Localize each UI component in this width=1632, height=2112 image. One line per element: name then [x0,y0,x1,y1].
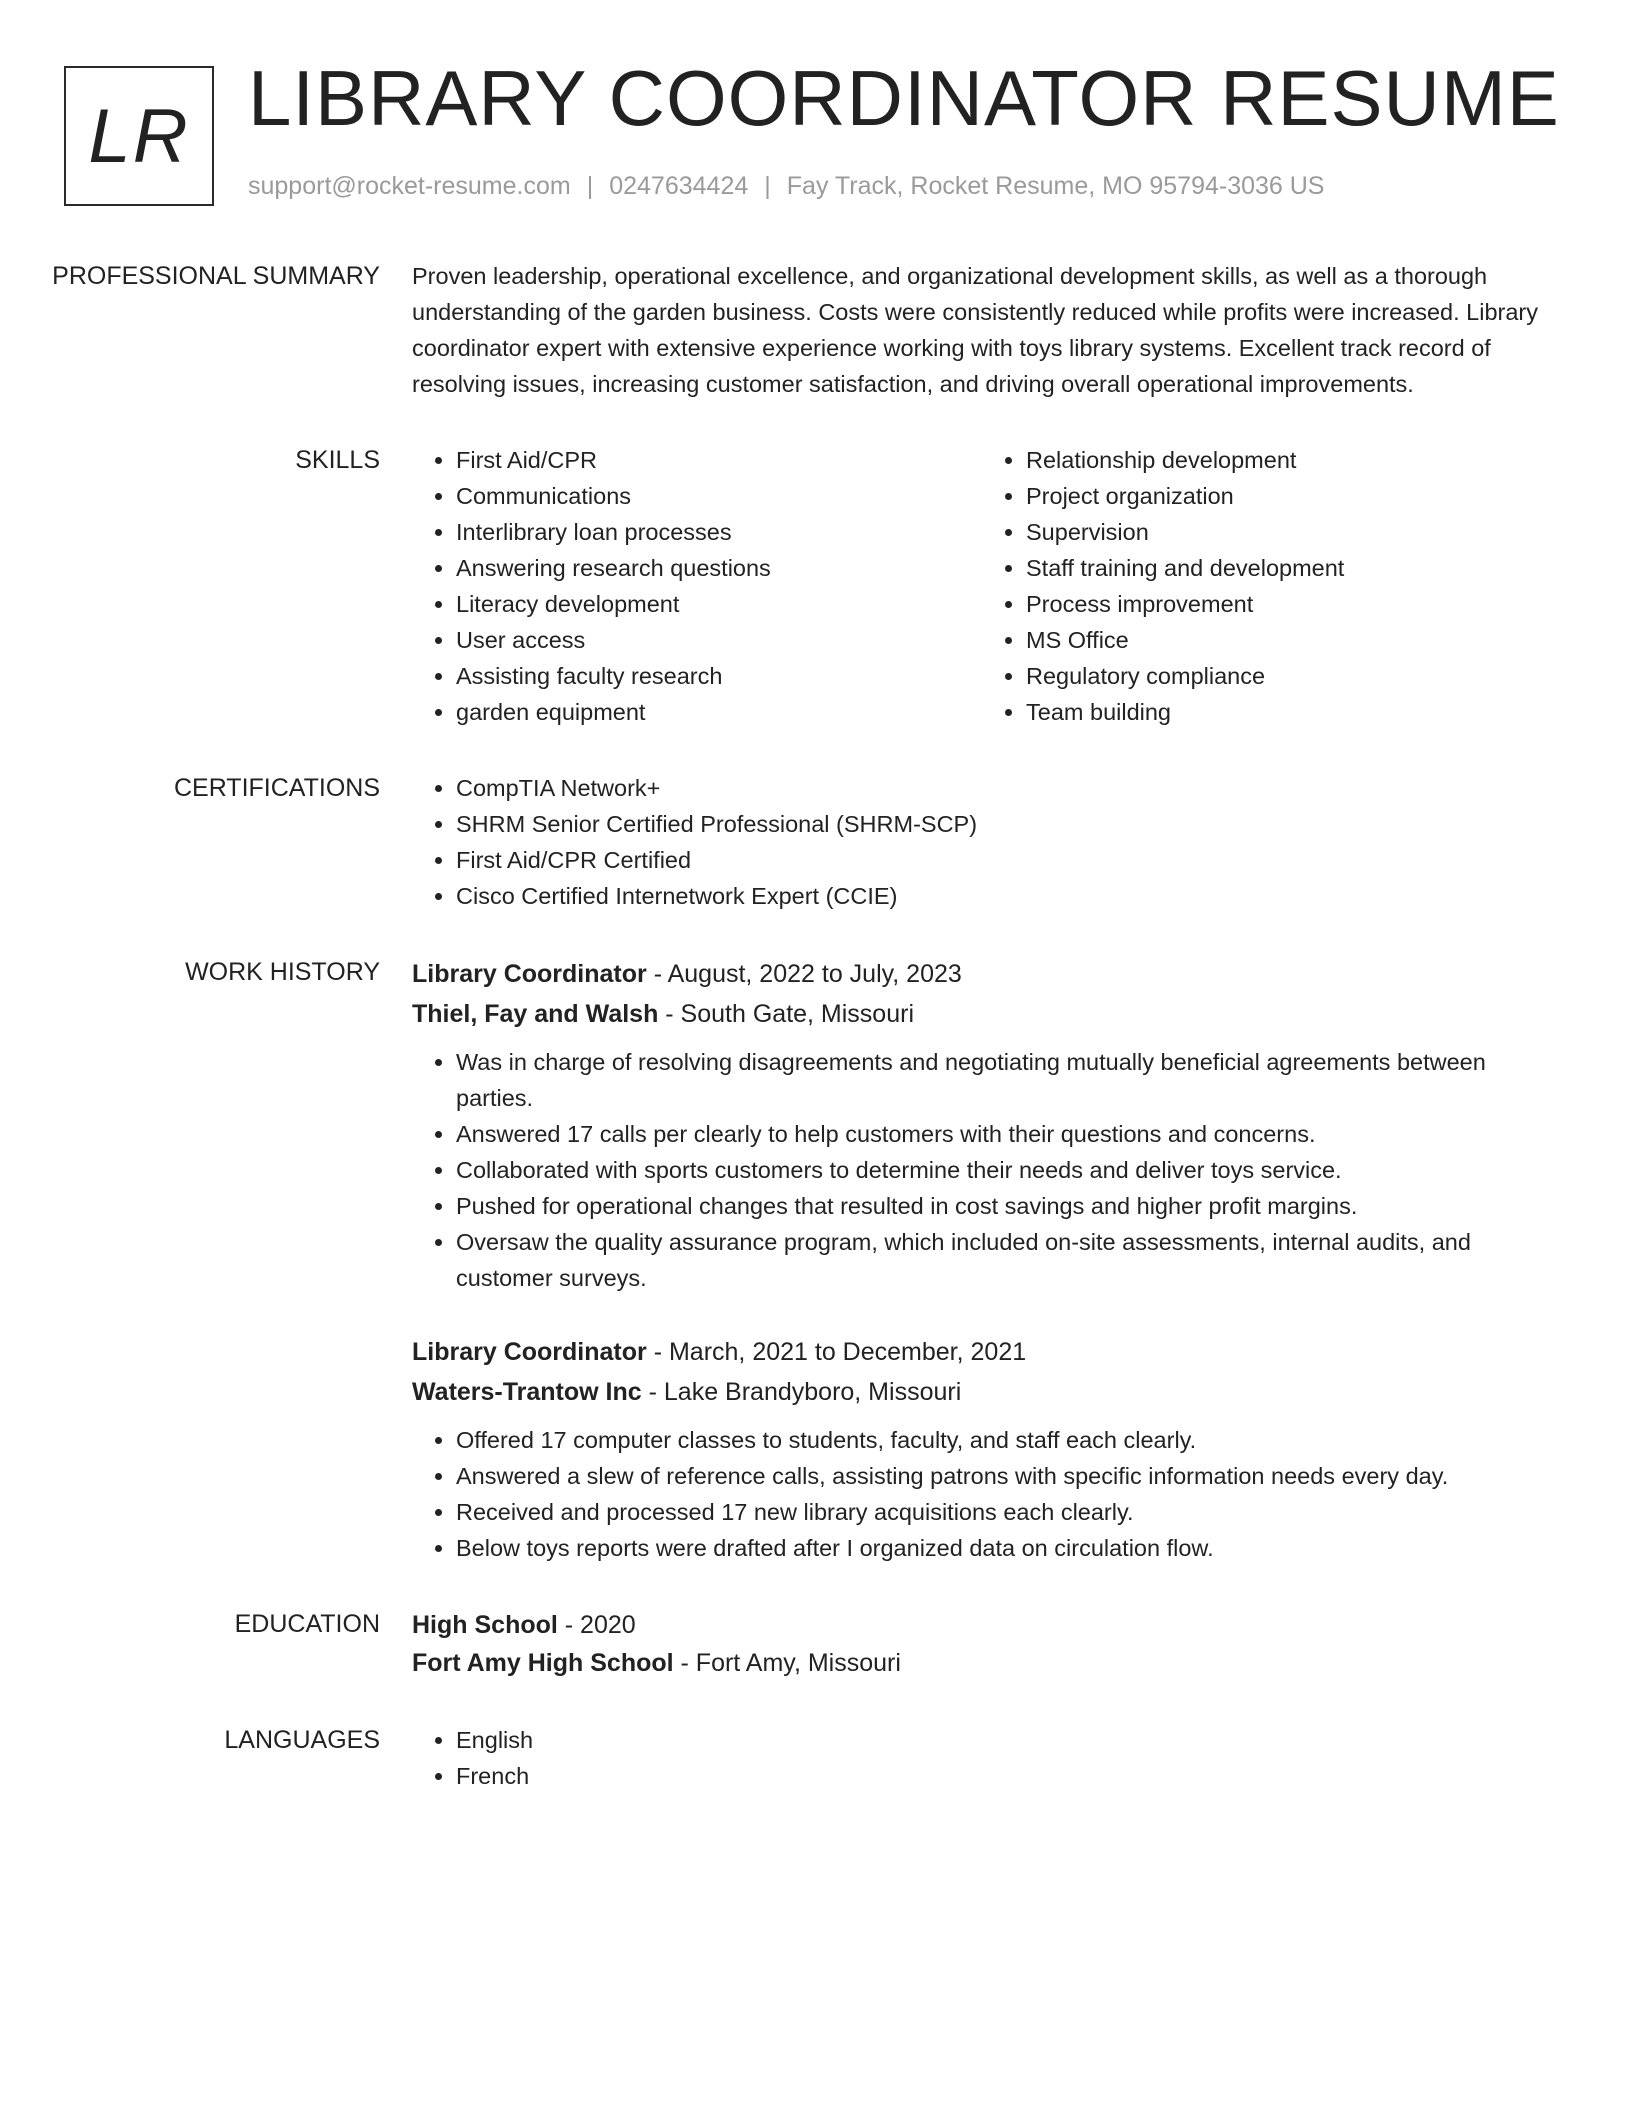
job-company-line [412,1372,1552,1412]
contact-separator: | [586,172,594,200]
language-item: • French [456,1758,1552,1794]
job-duty-item: • Pushed for operational changes that resulted in cost savings and higher profit margins. [456,1188,1552,1224]
skills-list-left [412,442,982,730]
job-duties-list [412,1044,1552,1296]
skill-item: • MS Office [1026,622,1552,658]
job-duty-item: • Below toys reports were drafted after I organized data on circulation flow. [456,1530,1552,1566]
education-location: - Fort Amy, Missouri [673,1649,901,1677]
education-degree: High School [412,1611,558,1639]
job-duty-item: • Answered a slew of reference calls, assisting patrons with specific information needs every day. [456,1458,1552,1494]
job-dates: - March, 2021 to December, 2021 [646,1338,1027,1366]
contact-line [248,172,1325,201]
education-year: - 2020 [557,1611,636,1639]
summary-section [0,258,1632,402]
job-duty-item: • Answered 17 calls per clearly to help customers with their questions and concerns. [456,1116,1552,1152]
education-degree-line [412,1606,1552,1644]
languages-section [0,1722,1632,1794]
skill-item: • User access [456,622,982,658]
education-school-line [412,1644,1552,1682]
skill-item: • Interlibrary loan processes [456,514,982,550]
job-duty-item: • Collaborated with sports customers to determine their needs and deliver toys service. [456,1152,1552,1188]
skills-list-right [982,442,1552,730]
language-item: • English [456,1722,1552,1758]
skill-item: • Answering research questions [456,550,982,586]
skill-item: • Supervision [1026,514,1552,550]
skill-item: • Relationship development [1026,442,1552,478]
work-history-heading: WORK HISTORY [185,958,380,986]
resume-content [0,258,1632,1834]
certifications-heading: CERTIFICATIONS [173,774,380,802]
summary-text: Proven leadership, operational excellence, and organizational development skills, as well as a thorough understanding of the garden business. Costs were consistently reduced while profits were increased. Library coordinator expert with extensive experience working with toys library systems. Excellent track record of resolving issues, increasing customer satisfaction, and driving overall operational improvements. [412,263,1538,397]
certification-item: • First Aid/CPR Certified [456,842,1552,878]
job-title-line [412,1332,1552,1372]
skill-item: • Literacy development [456,586,982,622]
certification-item: • CompTIA Network+ [456,770,1552,806]
job-location: - Lake Brandyboro, Missouri [641,1378,962,1406]
job-location: - South Gate, Missouri [658,1000,914,1028]
skill-item: • Process improvement [1026,586,1552,622]
job-duties-list [412,1422,1552,1566]
education-school: Fort Amy High School [412,1649,674,1677]
certifications-section [0,770,1632,914]
skills-section [0,442,1632,730]
work-history-section [0,954,1632,1566]
contact-separator: | [764,172,771,200]
certification-item: • SHRM Senior Certified Professional (SHRM-SCP) [456,806,1552,842]
skill-item: • Staff training and development [1026,550,1552,586]
summary-heading: PROFESSIONAL SUMMARY [52,262,380,290]
education-heading: EDUCATION [234,1610,380,1638]
job-entry [412,954,1552,1296]
job-duty-item: • Offered 17 computer classes to students, faculty, and staff each clearly. [456,1422,1552,1458]
monogram-text: LR [88,93,190,179]
job-company: Waters-Trantow Inc [412,1378,642,1406]
skill-item: • garden equipment [456,694,982,730]
skill-item: • First Aid/CPR [456,442,982,478]
skill-item: • Communications [456,478,982,514]
certification-item: • Cisco Certified Internetwork Expert (CCIE) [456,878,1552,914]
contact-phone[interactable]: 0247634424 [609,172,749,200]
job-title-line [412,954,1552,994]
job-title: Library Coordinator [412,1338,647,1366]
skill-item: • Regulatory compliance [1026,658,1552,694]
languages-list [412,1722,1552,1794]
skills-heading: SKILLS [295,446,380,474]
resume-title: LIBRARY COORDINATOR RESUME [248,54,1560,142]
skill-item: • Team building [1026,694,1552,730]
skill-item: • Assisting faculty research [456,658,982,694]
job-title: Library Coordinator [412,960,647,988]
job-entry [412,1332,1552,1566]
contact-email[interactable]: support@rocket-resume.com [248,172,571,200]
job-duty-item: • Was in charge of resolving disagreements and negotiating mutually beneficial agreements between parties. [456,1044,1552,1116]
certifications-list [412,770,1552,914]
languages-heading: LANGUAGES [224,1726,380,1754]
job-company-line [412,994,1552,1034]
monogram-logo [64,66,214,206]
contact-address: Fay Track, Rocket Resume, MO 95794-3036 US [786,172,1325,200]
job-company: Thiel, Fay and Walsh [412,1000,659,1028]
job-duty-item: • Received and processed 17 new library acquisitions each clearly. [456,1494,1552,1530]
job-duty-item: • Oversaw the quality assurance program, which included on-site assessments, internal audits, and customer surveys. [456,1224,1552,1296]
education-section [0,1606,1632,1682]
skill-item: • Project organization [1026,478,1552,514]
job-dates: - August, 2022 to July, 2023 [646,960,962,988]
